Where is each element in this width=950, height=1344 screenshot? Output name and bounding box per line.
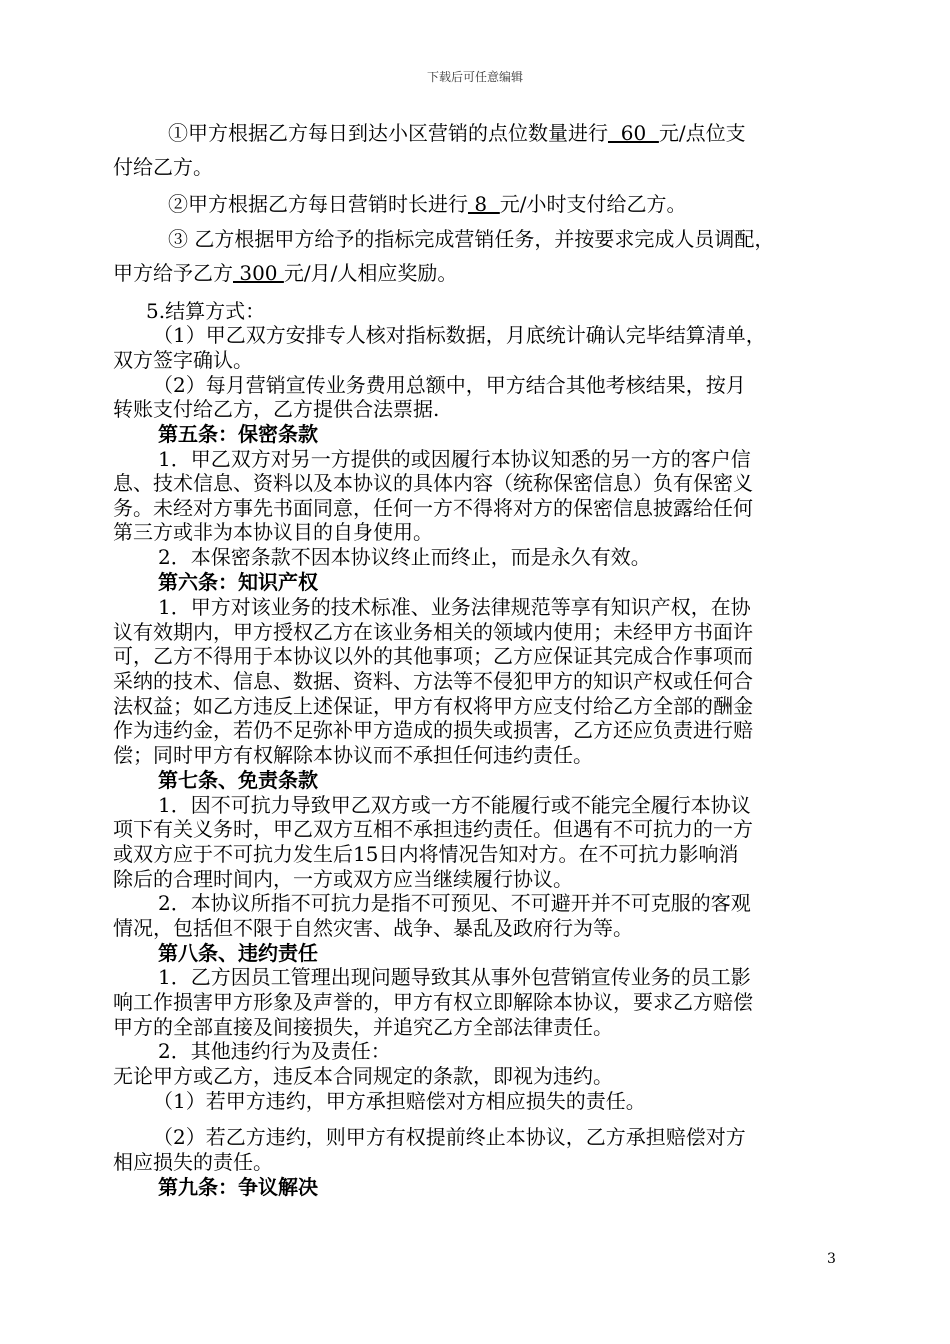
payment-item-3-line1: ③ 乙方根据甲方给予的指标完成营销任务，并按要求完成人员调配， xyxy=(168,227,775,251)
article-6-line: 作为违约金，若仍不足弥补甲方造成的损失或损害，乙方还应负责进行赔 xyxy=(113,718,753,742)
payment-item-2 xyxy=(168,192,687,216)
page-header: 下载后可任意编辑 xyxy=(426,70,523,84)
payment-item-3-value: 300 xyxy=(233,261,284,285)
payment-item-1-unit: 元/点位支 xyxy=(658,121,746,145)
payment-item-3 xyxy=(113,261,457,285)
article-6-line: 议有效期内，甲方授权乙方在该业务相关的领域内使用；未经甲方书面许 xyxy=(113,620,753,644)
article-6-title: 第六条：知识产权 xyxy=(158,570,318,594)
payment-item-1-value: 60 xyxy=(608,121,659,145)
payment-item-2-text: ②甲方根据乙方每日营销时长进行 xyxy=(168,192,468,216)
article-8-line: 甲方的全部直接及间接损失，并追究乙方全部法律责任。 xyxy=(113,1015,613,1039)
article-8-line: 2．其他违约行为及责任： xyxy=(158,1039,391,1063)
article-6-line: 偿；同时甲方有权解除本协议而不承担任何违约责任。 xyxy=(113,743,593,767)
payment-item-2-value: 8 xyxy=(468,192,500,216)
article-8-line: 相应损失的责任。 xyxy=(113,1150,273,1174)
article-6-line: 1．甲方对该业务的技术标准、业务法律规范等享有知识产权，在协 xyxy=(158,595,751,619)
payment-item-1 xyxy=(168,121,746,145)
article-5-line: 1．甲乙双方对另一方提供的或因履行本协议知悉的另一方的客户信 xyxy=(158,447,751,471)
payment-item-1-text: ①甲方根据乙方每日到达小区营销的点位数量进行 xyxy=(168,121,608,145)
article-5-line: 2．本保密条款不因本协议终止而终止，而是永久有效。 xyxy=(158,545,651,569)
article-8-line: 1．乙方因员工管理出现问题导致其从事外包营销宣传业务的员工影 xyxy=(158,965,751,989)
article-7-line: 2．本协议所指不可抗力是指不可预见、不可避开并不可克服的客观 xyxy=(158,891,751,915)
article-9-title: 第九条：争议解决 xyxy=(158,1175,318,1199)
article-8-line: （1）若甲方违约，甲方承担赔偿对方相应损失的责任。 xyxy=(153,1089,646,1113)
article-8-line: 响工作损害甲方形象及声誉的，甲方有权立即解除本协议，要求乙方赔偿 xyxy=(113,990,753,1014)
payment-item-1-cont: 付给乙方。 xyxy=(113,155,213,179)
settlement-line: （2）每月营销宣传业务费用总额中，甲方结合其他考核结果，按月 xyxy=(153,373,746,397)
settlement-line: 双方签字确认。 xyxy=(113,348,253,372)
article-8-title: 第八条、违约责任 xyxy=(158,941,318,965)
payment-item-2-unit: 元/小时支付给乙方。 xyxy=(499,192,687,216)
article-7-title: 第七条、免责条款 xyxy=(158,768,318,792)
settlement-line: 转账支付给乙方，乙方提供合法票据. xyxy=(113,397,440,421)
article-6-line: 法权益；如乙方违反上述保证，甲方有权将甲方应支付给乙方全部的酬金 xyxy=(113,694,753,718)
payment-item-3-unit: 元/月/人相应奖励。 xyxy=(283,261,458,285)
article-6-line: 可，乙方不得用于本协议以外的其他事项；乙方应保证其完成合作事项而 xyxy=(113,644,753,668)
article-7-line: 情况，包括但不限于自然灾害、战争、暴乱及政府行为等。 xyxy=(113,916,633,940)
settlement-title: 5.结算方式： xyxy=(146,299,266,323)
article-5-line: 第三方或非为本协议目的自身使用。 xyxy=(113,520,433,544)
payment-item-3-text: 甲方给予乙方 xyxy=(113,261,233,285)
article-7-line: 1．因不可抗力导致甲乙双方或一方不能履行或不能完全履行本协议 xyxy=(158,793,751,817)
article-7-line: 除后的合理时间内，一方或双方应当继续履行协议。 xyxy=(113,867,573,891)
article-6-line: 采纳的技术、信息、数据、资料、方法等不侵犯甲方的知识产权或任何合 xyxy=(113,669,753,693)
article-5-line: 息、技术信息、资料以及本协议的具体内容（统称保密信息）负有保密义 xyxy=(113,471,753,495)
article-7-line: 项下有关义务时，甲乙双方互相不承担违约责任。但遇有不可抗力的一方 xyxy=(113,817,753,841)
page-number: 3 xyxy=(827,1251,836,1267)
article-7-line: 或双方应于不可抗力发生后15日内将情况告知对方。在不可抗力影响消 xyxy=(113,842,739,866)
settlement-line: （1）甲乙双方安排专人核对指标数据，月底统计确认完毕结算清单， xyxy=(153,323,766,347)
article-5-title: 第五条：保密条款 xyxy=(158,422,318,446)
article-5-line: 务。未经对方事先书面同意，任何一方不得将对方的保密信息披露给任何 xyxy=(113,496,753,520)
article-8-line: （2）若乙方违约，则甲方有权提前终止本协议，乙方承担赔偿对方 xyxy=(153,1125,746,1149)
article-8-line: 无论甲方或乙方，违反本合同规定的条款，即视为违约。 xyxy=(113,1064,613,1088)
